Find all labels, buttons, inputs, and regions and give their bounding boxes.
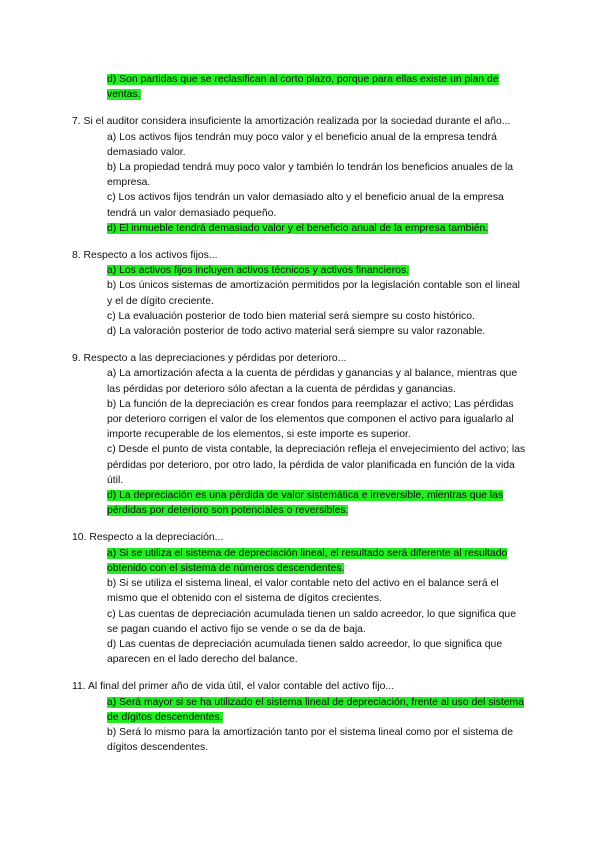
question-block [72, 114, 528, 236]
answer-text: b) Si se utiliza el sistema lineal, el valor contable neto del activo en el balance será el mismo que el obtenido con el sistema de dígitos crecientes. [107, 578, 499, 605]
option-list [72, 263, 528, 339]
correct-answer-text: d) Son partidas que se reclasifican al corto plazo, porque para ellas existe un plan de ventas. [107, 74, 499, 101]
answer-option [107, 278, 528, 308]
option-list [72, 72, 528, 102]
answer-option [107, 309, 528, 324]
answer-option [107, 130, 528, 160]
answer-text: c) Desde el punto de vista contable, la depreciación refleja el envejecimiento del activo; las pérdidas por deterioro, por otro lado, la pérdida de valor planificada en función de la vida útil. [107, 444, 526, 486]
question-stem: 8. Respecto a los activos fijos... [72, 250, 218, 262]
correct-answer-text: a) Si se utiliza el sistema de depreciación lineal, el resultado será diferente al resultado obtenido con el sistema de números descendentes. [107, 547, 508, 574]
question-stem: 7. Si el auditor considera insuficiente la amortización realizada por la sociedad durante el año... [72, 116, 511, 128]
question-block [72, 351, 528, 518]
correct-answer-text: a) Los activos fijos incluyen activos técnicos y activos financieros. [107, 265, 410, 277]
answer-text: c) La evaluación posterior de todo bien material será siempre su costo histórico. [107, 310, 475, 322]
answer-option [107, 546, 528, 576]
option-list [72, 695, 528, 756]
answer-text: c) Los activos fijos tendrán un valor demasiado alto y el beneficio anual de la empresa tendrá un valor demasiado pequeño. [107, 192, 504, 219]
answer-text: a) La amortización afecta a la cuenta de pérdidas y ganancias y al balance, mientras que las pérdidas por deterioro sólo afectan a la cuenta de pérdidas y ganancias. [107, 368, 518, 395]
answer-option [107, 160, 528, 190]
answer-text: d) Las cuentas de depreciación acumulada tienen saldo acreedor, lo que significa que aparecen en el lado derecho del balance. [107, 638, 503, 666]
answer-option [107, 442, 528, 488]
option-list [72, 130, 528, 236]
question-block [72, 679, 528, 755]
answer-option [107, 695, 528, 725]
answer-text: b) Los únicos sistemas de amortización permitidos por la legislación contable son el lineal y el de dígito creciente. [107, 280, 520, 307]
question-stem: 11. Al final del primer año de vida útil, el valor contable del activo fijo... [72, 681, 395, 693]
question-block [72, 530, 528, 667]
answer-option [107, 725, 528, 755]
answer-option [107, 324, 528, 339]
answer-option [107, 221, 528, 236]
question-stem: 9. Respecto a las depreciaciones y pérdidas por deterioro... [72, 353, 347, 365]
question-block [72, 248, 528, 339]
correct-answer-text: a) Será mayor si se ha utilizado el sistema lineal de depreciación, frente al uso del sistema de dígitos descendentes. [107, 696, 524, 723]
question-continuation [72, 72, 528, 102]
correct-answer-text: d) La depreciación es una pérdida de valor sistemática e irreversible, mientras que las pérdidas por deterioro son potenciales o reversibles. [107, 490, 504, 517]
answer-option [107, 263, 528, 278]
document-content [72, 72, 528, 767]
answer-option [107, 607, 528, 637]
option-list [72, 366, 528, 518]
answer-option [107, 397, 528, 443]
answer-option [107, 72, 528, 102]
question-stem: 10. Respecto a la depreciación... [72, 532, 224, 544]
question-list [72, 114, 528, 755]
correct-answer-text: d) El inmueble tendrá demasiado valor y el beneficio anual de la empresa también. [107, 222, 489, 234]
answer-option [107, 576, 528, 606]
answer-text: a) Los activos fijos tendrán muy poco valor y el beneficio anual de la empresa tendrá demasiado valor. [107, 131, 497, 158]
answer-text: b) Será lo mismo para la amortización tanto por el sistema lineal como por el sistema de dígitos descendentes. [107, 726, 513, 754]
answer-option [107, 366, 528, 396]
answer-text: b) La función de la depreciación es crear fondos para reemplazar el activo; Las pérdidas por deterioro corrigen el valor de los elementos que componen el activo para igualarlo al importe recuperable de los elementos, si este importe es superior. [107, 398, 514, 441]
answer-text: b) La propiedad tendrá muy poco valor y también lo tendrán los beneficios anuales de la empresa. [107, 162, 514, 189]
answer-option [107, 488, 528, 518]
answer-text: d) La valoración posterior de todo activo material será siempre su valor razonable. [107, 326, 486, 338]
answer-option [107, 637, 528, 667]
option-list [72, 546, 528, 668]
answer-option [107, 190, 528, 220]
answer-text: c) Las cuentas de depreciación acumulada tienen un saldo acreedor, lo que significa que se pagan cuando el activo fijo se vende o se da de baja. [107, 608, 516, 635]
